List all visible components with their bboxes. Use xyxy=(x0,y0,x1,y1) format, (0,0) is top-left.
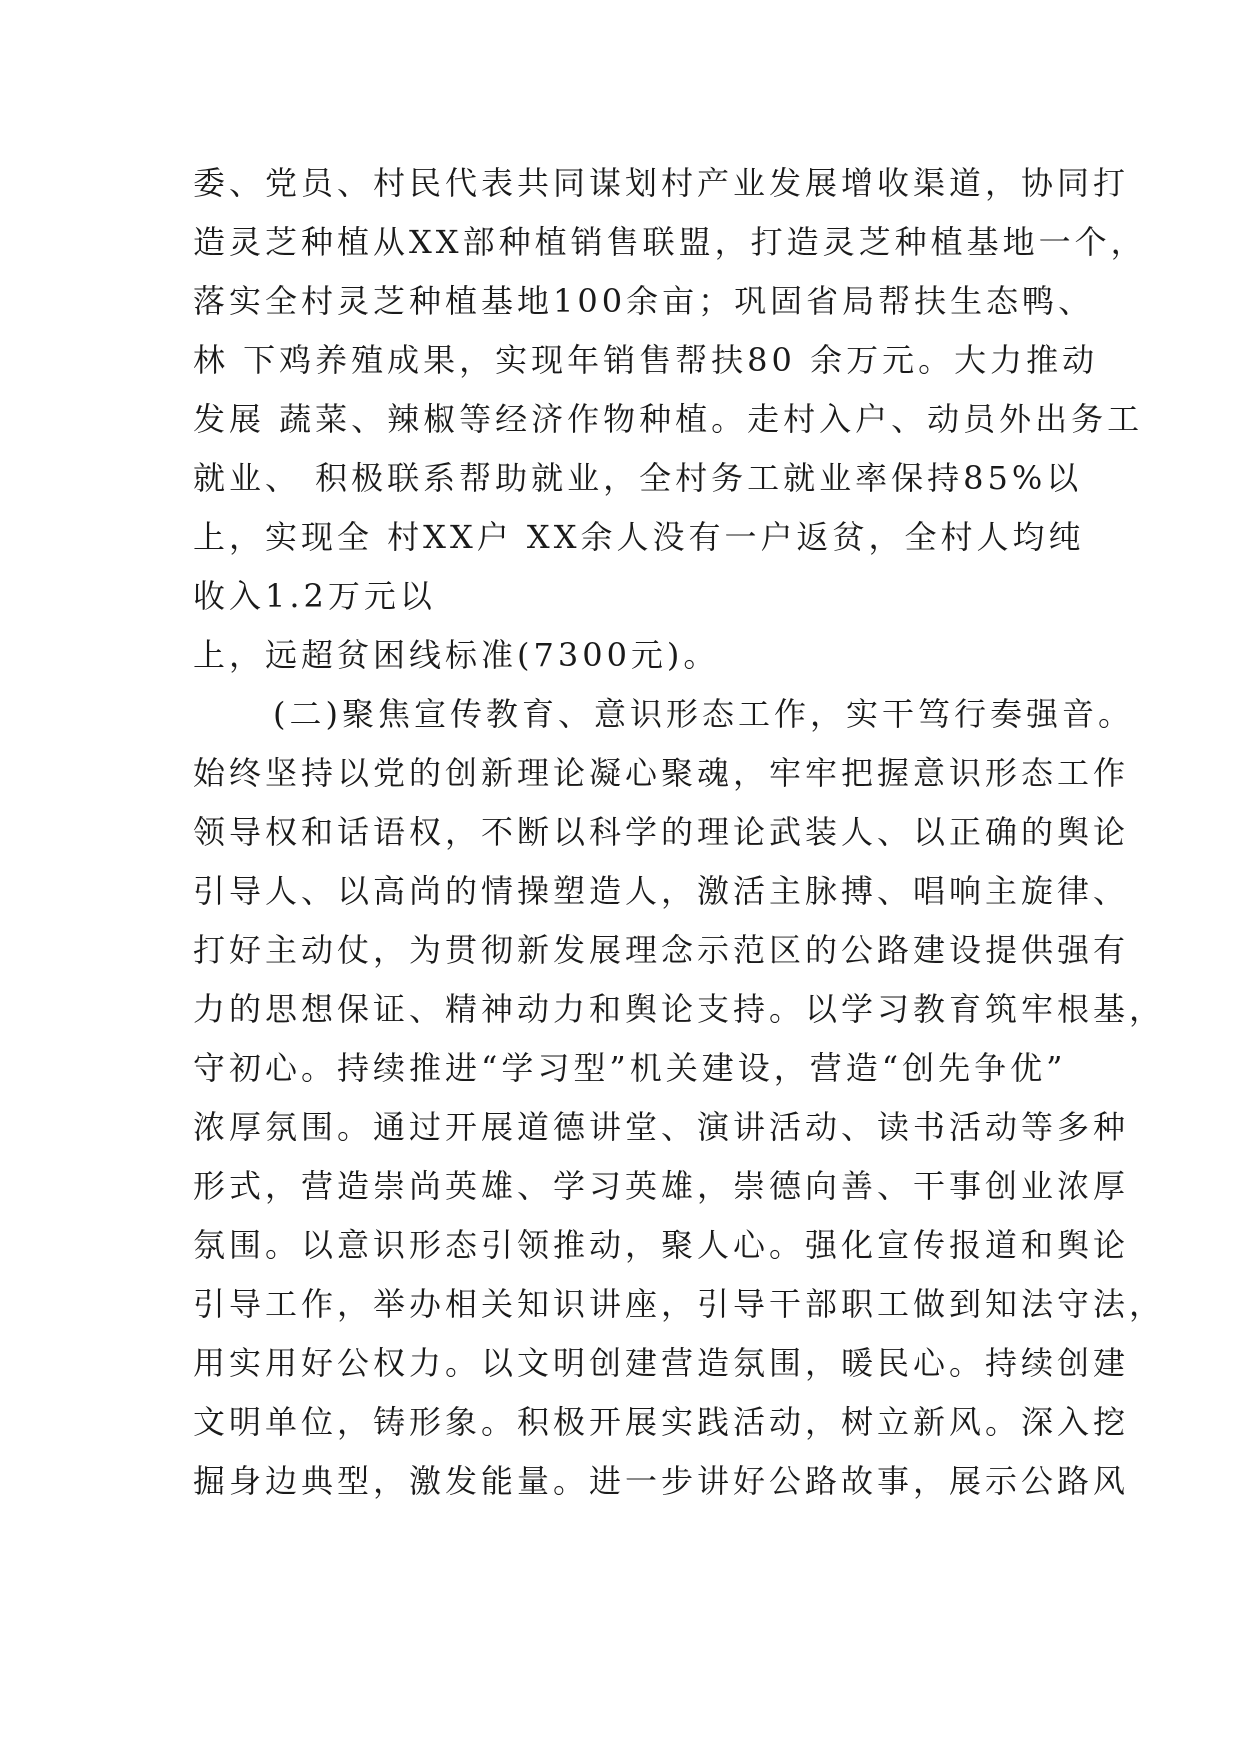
text-line: 引导工作，举办相关知识讲座，引导干部职工做到知法守法， xyxy=(193,1285,1166,1323)
text-line: 始终坚持以党的创新理论凝心聚魂，牢牢把握意识形态工作 xyxy=(193,754,1130,792)
text-line: 造灵芝种植从XX部种植销售联盟，打造灵芝种植基地一个， xyxy=(193,223,1147,261)
text-line: 形式，营造崇尚英雄、学习英雄，崇德向善、干事创业浓厚 xyxy=(193,1167,1130,1205)
text-line: 上，实现全 村XX户 XX余人没有一户返贫，全村人均纯 xyxy=(193,518,1085,556)
text-line: 用实用好公权力。以文明创建营造氛围，暖民心。持续创建 xyxy=(193,1344,1130,1382)
text-line: 就业、 积极联系帮助就业，全村务工就业率保持85%以 xyxy=(193,459,1083,497)
text-line: 上，远超贫困线标准(7300元)。 xyxy=(193,636,720,674)
text-line: 打好主动仗，为贯彻新发展理念示范区的公路建设提供强有 xyxy=(193,931,1130,969)
text-line: 领导权和话语权，不断以科学的理论武装人、以正确的舆论 xyxy=(193,813,1130,851)
text-line: 收入1.2万元以 xyxy=(193,577,436,615)
text-line: 守初心。持续推进“学习型”机关建设，营造“创先争优” xyxy=(193,1049,1067,1087)
text-line: 掘身边典型，激发能量。进一步讲好公路故事，展示公路风 xyxy=(193,1462,1130,1500)
text-line: 浓厚氛围。通过开展道德讲堂、演讲活动、读书活动等多种 xyxy=(193,1108,1130,1146)
text-line: 落实全村灵芝种植基地100余亩；巩固省局帮扶生态鸭、 xyxy=(193,282,1095,320)
text-line: 林 下鸡养殖成果，实现年销售帮扶80 余万元。大力推动 xyxy=(193,341,1099,379)
text-line: 文明单位，铸形象。积极开展实践活动，树立新风。深入挖 xyxy=(193,1403,1130,1441)
text-line: 引导人、以高尚的情操塑造人，激活主脉搏、唱响主旋律、 xyxy=(193,872,1130,910)
text-line: 氛围。以意识形态引领推动，聚人心。强化宣传报道和舆论 xyxy=(193,1226,1130,1264)
text-line: 力的思想保证、精神动力和舆论支持。以学习教育筑牢根基， xyxy=(193,990,1166,1028)
body-text xyxy=(193,154,1166,1511)
text-line: 委、党员、村民代表共同谋划村产业发展增收渠道，协同打 xyxy=(193,164,1130,202)
text-line: 发展 蔬菜、辣椒等经济作物种植。走村入户、动员外出务工 xyxy=(193,400,1144,438)
section-heading: (二)聚焦宣传教育、意识形态工作，实干笃行奏强音。 xyxy=(273,695,1134,733)
